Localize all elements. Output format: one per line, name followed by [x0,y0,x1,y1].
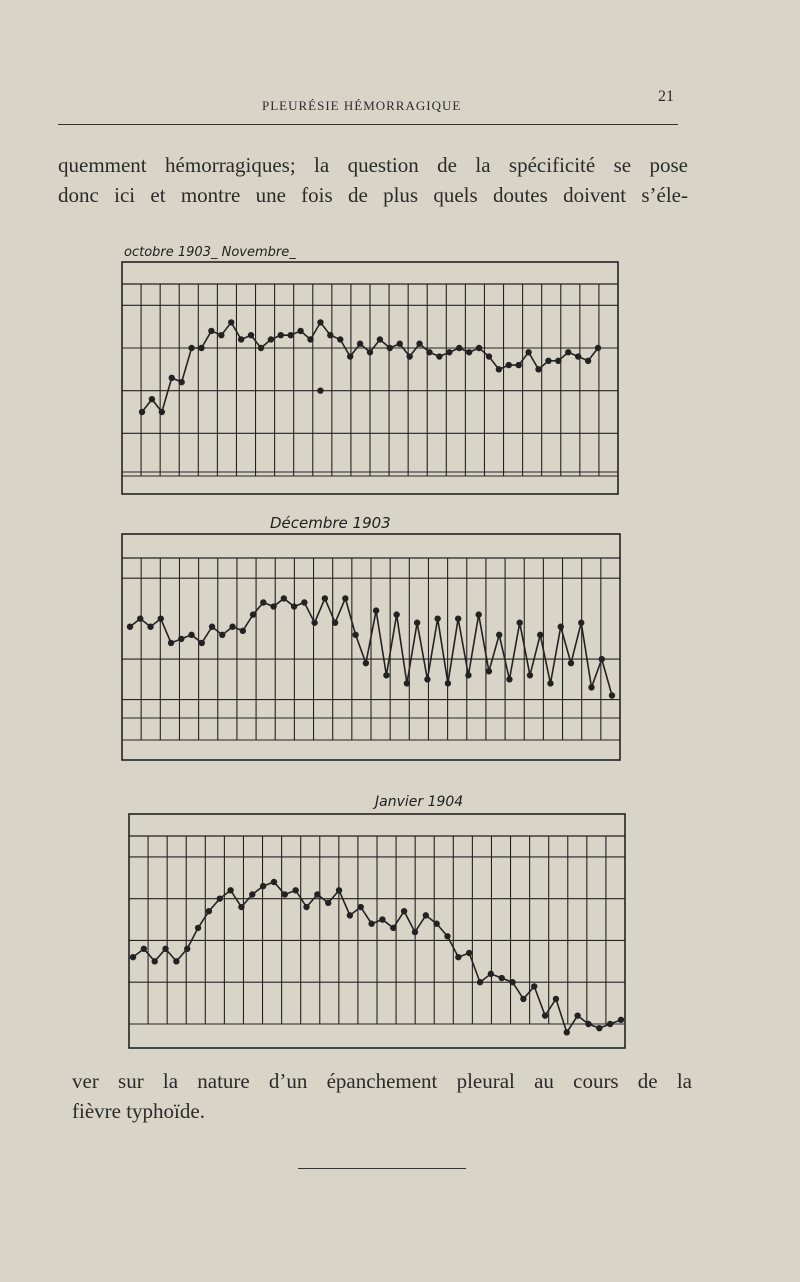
data-point [506,362,512,368]
data-point [465,672,471,678]
data-point [575,353,581,359]
data-point [499,975,505,981]
data-point [336,887,342,893]
data-point [542,1012,548,1018]
data-point [228,319,234,325]
data-point [416,341,422,347]
data-point [414,620,420,626]
data-point [446,349,452,355]
data-point [169,375,175,381]
data-point [595,345,601,351]
data-point [238,904,244,910]
text-line: quemment hémorragiques; la question de la spécificité se pose [58,153,688,177]
temperature-chart-octobre-novembre [110,236,630,498]
data-point [327,332,333,338]
chart-title: Décembre 1903 [270,514,391,532]
data-point [525,349,531,355]
header-rule [58,124,678,125]
data-point [342,595,348,601]
data-point [466,349,472,355]
data-point [270,603,276,609]
data-point [387,345,393,351]
data-point [322,595,328,601]
data-point [311,620,317,626]
data-point [258,345,264,351]
data-point [188,345,194,351]
data-point [281,595,287,601]
data-point [455,954,461,960]
chart-title: Janvier 1904 [375,794,464,810]
data-point [178,636,184,642]
data-point [545,358,551,364]
data-point [565,349,571,355]
data-point [352,632,358,638]
data-point [206,908,212,914]
data-point [477,979,483,985]
data-point [139,409,145,415]
data-point [271,879,277,885]
data-point [158,615,164,621]
data-point [358,904,364,910]
data-point [585,1021,591,1027]
data-point [363,660,369,666]
data-point [195,925,201,931]
data-point [238,336,244,342]
text-line: donc ici et montre une fois de plus quels doutes doivent s’éle- [58,183,688,207]
data-point [535,366,541,372]
data-point [515,362,521,368]
data-point [347,912,353,918]
data-point [147,624,153,630]
data-point [393,611,399,617]
data-point [412,929,418,935]
data-point [547,680,553,686]
paragraph-top [58,150,688,210]
data-point [332,620,338,626]
data-point [367,349,373,355]
data-point [406,353,412,359]
data-point [455,615,461,621]
data-point [240,628,246,634]
data-point [476,345,482,351]
data-point [325,900,331,906]
data-point [357,341,363,347]
data-point [282,891,288,897]
data-point [249,891,255,897]
data-point [130,954,136,960]
data-point [496,632,502,638]
data-point [227,887,233,893]
data-point [209,624,215,630]
data-point [596,1025,602,1031]
data-point [373,607,379,613]
data-point [317,319,323,325]
data-point [475,611,481,617]
data-point [292,887,298,893]
data-point [486,668,492,674]
chart-title: octobre 1903_ Novembre_ [124,245,296,260]
data-point [219,632,225,638]
data-point [173,958,179,964]
data-point [555,358,561,364]
data-point [368,921,374,927]
data-point [488,971,494,977]
data-point [260,599,266,605]
temperature-chart-decembre [110,508,630,768]
data-point [137,615,143,621]
data-point [426,349,432,355]
data-point [291,603,297,609]
data-point [509,979,515,985]
text-line: ver sur la nature d’un épanchement pleural au cours de la [72,1069,692,1093]
data-point [347,353,353,359]
data-point [444,933,450,939]
data-point [588,684,594,690]
data-point [466,950,472,956]
data-point [208,328,214,334]
data-point [486,353,492,359]
data-point [506,676,512,682]
data-point [159,409,165,415]
data-point [303,904,309,910]
data-point [404,680,410,686]
data-point [397,341,403,347]
data-point [607,1021,613,1027]
data-point [151,958,157,964]
data-point [188,632,194,638]
page-number: 21 [658,88,674,105]
data-point [337,336,343,342]
data-point [307,336,313,342]
data-point [377,336,383,342]
data-point [568,660,574,666]
data-point [127,624,133,630]
data-point [574,1012,580,1018]
data-point [585,358,591,364]
data-point [553,996,559,1002]
data-point [390,925,396,931]
paragraph-bottom [72,1066,692,1126]
data-point [445,680,451,686]
data-point [218,332,224,338]
data-point [268,336,274,342]
running-title: PLEURÉSIE HÉMORRAGIQUE [262,98,462,113]
data-point [433,921,439,927]
data-point [250,611,256,617]
data-point [496,366,502,372]
data-point [314,891,320,897]
data-point [517,620,523,626]
data-point [401,908,407,914]
data-point [260,883,266,889]
data-point [168,640,174,646]
data-point [609,692,615,698]
data-point [317,387,323,393]
data-point [217,895,223,901]
closing-rule [298,1168,466,1169]
temperature-chart-janvier [115,786,635,1054]
data-point [434,615,440,621]
data-point [383,672,389,678]
data-point [141,946,147,952]
data-point [527,672,533,678]
data-point [198,345,204,351]
data-point [149,396,155,402]
data-point [599,656,605,662]
data-point [578,620,584,626]
data-point [423,912,429,918]
text-line: fièvre typhoïde. [72,1099,205,1123]
data-point [618,1017,624,1023]
data-point [564,1029,570,1035]
data-point [537,632,543,638]
data-point [424,676,430,682]
data-point [287,332,293,338]
data-point [162,946,168,952]
data-point [558,624,564,630]
data-point [301,599,307,605]
data-point [229,624,235,630]
data-point [199,640,205,646]
data-point [278,332,284,338]
data-point [520,996,526,1002]
data-point [531,983,537,989]
data-point [178,379,184,385]
data-point [436,353,442,359]
data-point [184,946,190,952]
data-point [297,328,303,334]
data-point [248,332,254,338]
data-point [379,916,385,922]
data-point [456,345,462,351]
